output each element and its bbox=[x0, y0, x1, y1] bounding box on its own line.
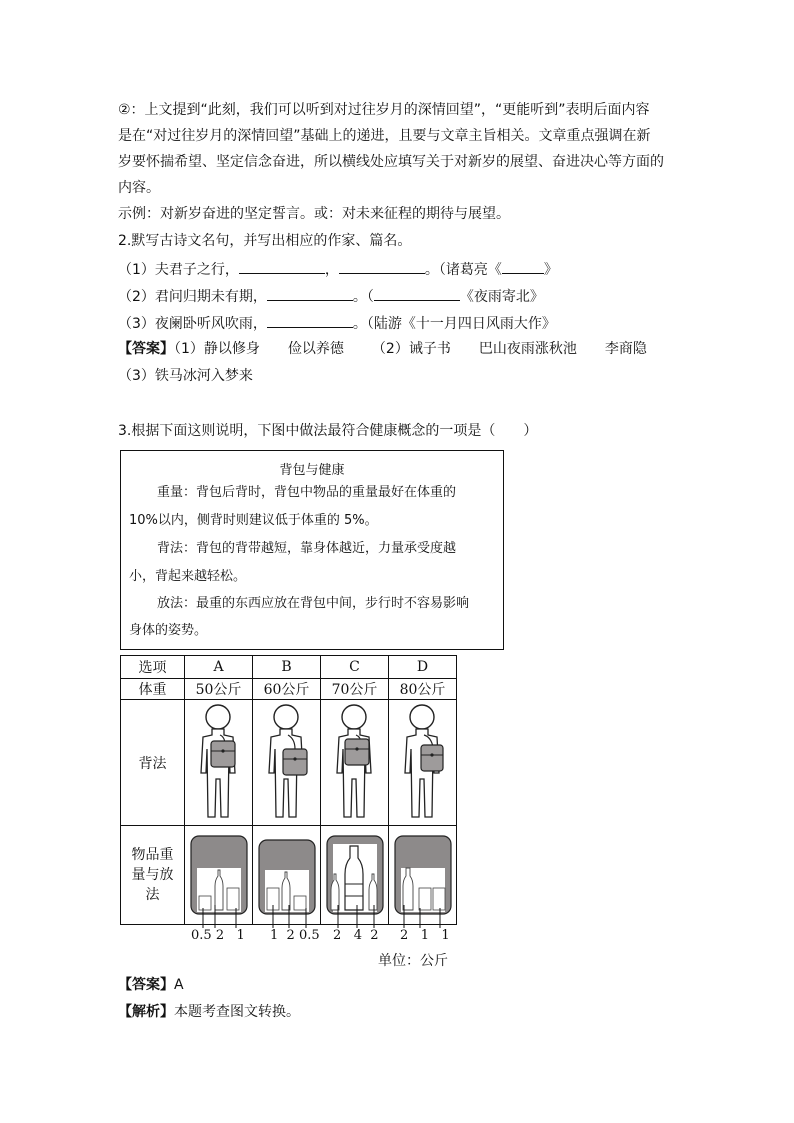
example-line: 示例：对新岁奋进的坚定誓言。或：对未来征程的期待与展望。 bbox=[118, 206, 510, 222]
value-c-3: 2 bbox=[370, 928, 379, 943]
answer-3: （2）诫子书 bbox=[371, 341, 451, 357]
notice-carry-2: 小，背起来越轻松。 bbox=[129, 569, 247, 584]
value-b-2: 2 bbox=[286, 928, 295, 943]
analysis-text: 本题考查图文转换。 bbox=[174, 1004, 300, 1020]
q2-item-2-source-open: 。（ bbox=[352, 289, 374, 305]
q3-analysis bbox=[118, 1003, 300, 1021]
value-c-1: 2 bbox=[333, 928, 342, 943]
q2-item-2-text: （2）君问归期未有期， bbox=[118, 289, 267, 305]
answer-value: A bbox=[174, 977, 184, 993]
q2-item-1-source: 。（诸葛亮《 bbox=[424, 262, 502, 278]
notice-place-2: 身体的姿势。 bbox=[129, 623, 208, 638]
answer-2: 俭以养德 bbox=[287, 341, 344, 357]
header-method: 背法 bbox=[121, 700, 185, 826]
q2-item-1-close: 》 bbox=[543, 262, 558, 278]
q2-title: 2.默写古诗文名句，并写出相应的作家、篇名。 bbox=[118, 233, 412, 249]
q3-answer bbox=[118, 976, 184, 994]
notice-weight-1: 重量：背包后背时，背包中物品的重量最好在体重的 bbox=[157, 485, 457, 500]
weight-b: 60公斤 bbox=[253, 679, 321, 700]
paragraph-line-2: 是在“对过往岁月的深情回望”基础上的递进，且要与文章主旨相关。文章重点强调在新 bbox=[118, 128, 651, 144]
value-c-2: 4 bbox=[353, 928, 362, 943]
answer-label: 【答案】 bbox=[118, 977, 174, 993]
option-c: C bbox=[321, 656, 389, 679]
paragraph-line-3: 岁要怀揣希望、坚定信念奋进，所以横线处应填写关于对新岁的展望、奋进决心等方面的 bbox=[118, 154, 664, 170]
q2-item-3-source: 。（陆游《十一月四日风雨大作》 bbox=[352, 316, 556, 332]
q2-item-1-comma: ， bbox=[324, 262, 339, 278]
value-a-2: 2 bbox=[215, 928, 225, 943]
q2-item-3-text: （3）夜阑卧听风吹雨， bbox=[118, 316, 267, 332]
notice-carry-1: 背法：背包的背带越短，靠身体越近，力量承受度越 bbox=[157, 541, 457, 556]
answer-label: 【答案】 bbox=[118, 341, 174, 357]
weight-d: 80公斤 bbox=[389, 679, 457, 700]
value-b-3: 0.5 bbox=[298, 928, 320, 943]
analysis-label: 【解析】 bbox=[118, 1004, 174, 1020]
value-d-3: 1 bbox=[441, 928, 450, 943]
option-a: A bbox=[185, 656, 253, 679]
q2-item-1-text: （1）夫君子之行， bbox=[118, 262, 239, 278]
notice-title: 背包与健康 bbox=[279, 463, 345, 478]
answer-4: 巴山夜雨涨秋池 bbox=[478, 341, 577, 357]
value-a-1: 0.5 bbox=[191, 928, 212, 943]
answer-1: （1）静以修身 bbox=[174, 341, 260, 357]
header-weight: 体重 bbox=[121, 679, 185, 700]
q2-item-2-source: 《夜雨寄北》 bbox=[459, 289, 544, 305]
value-b-1: 1 bbox=[270, 928, 279, 943]
q2-answer-line-2: （3）铁马冰河入梦来 bbox=[118, 368, 253, 384]
notice-place-1: 放法：最重的东西应放在背包中间，步行时不容易影响 bbox=[157, 596, 470, 611]
q3-title: 3.根据下面这则说明，下图中做法最符合健康概念的一项是（ ） bbox=[118, 423, 538, 439]
header-items-label: 物品重量与放法 bbox=[131, 847, 174, 903]
value-a-3: 1 bbox=[236, 928, 245, 943]
option-b: B bbox=[253, 656, 321, 679]
weight-c: 70公斤 bbox=[321, 679, 389, 700]
answer-5: 李商隐 bbox=[604, 341, 647, 357]
paragraph-line-4: 内容。 bbox=[118, 180, 160, 196]
value-d-2: 1 bbox=[420, 928, 429, 943]
paragraph-line-1: ②：上文提到“此刻，我们可以听到对过往岁月的深情回望”，“更能听到”表明后面内容 bbox=[118, 102, 650, 118]
weight-a: 50公斤 bbox=[185, 679, 253, 700]
value-d-1: 2 bbox=[400, 928, 409, 943]
header-option: 选项 bbox=[121, 656, 185, 679]
notice-weight-2: 10%以内，侧背时则建议低于体重的 5%。 bbox=[129, 513, 378, 528]
unit-label: 单位：公斤 bbox=[378, 953, 448, 969]
option-d: D bbox=[389, 656, 457, 679]
